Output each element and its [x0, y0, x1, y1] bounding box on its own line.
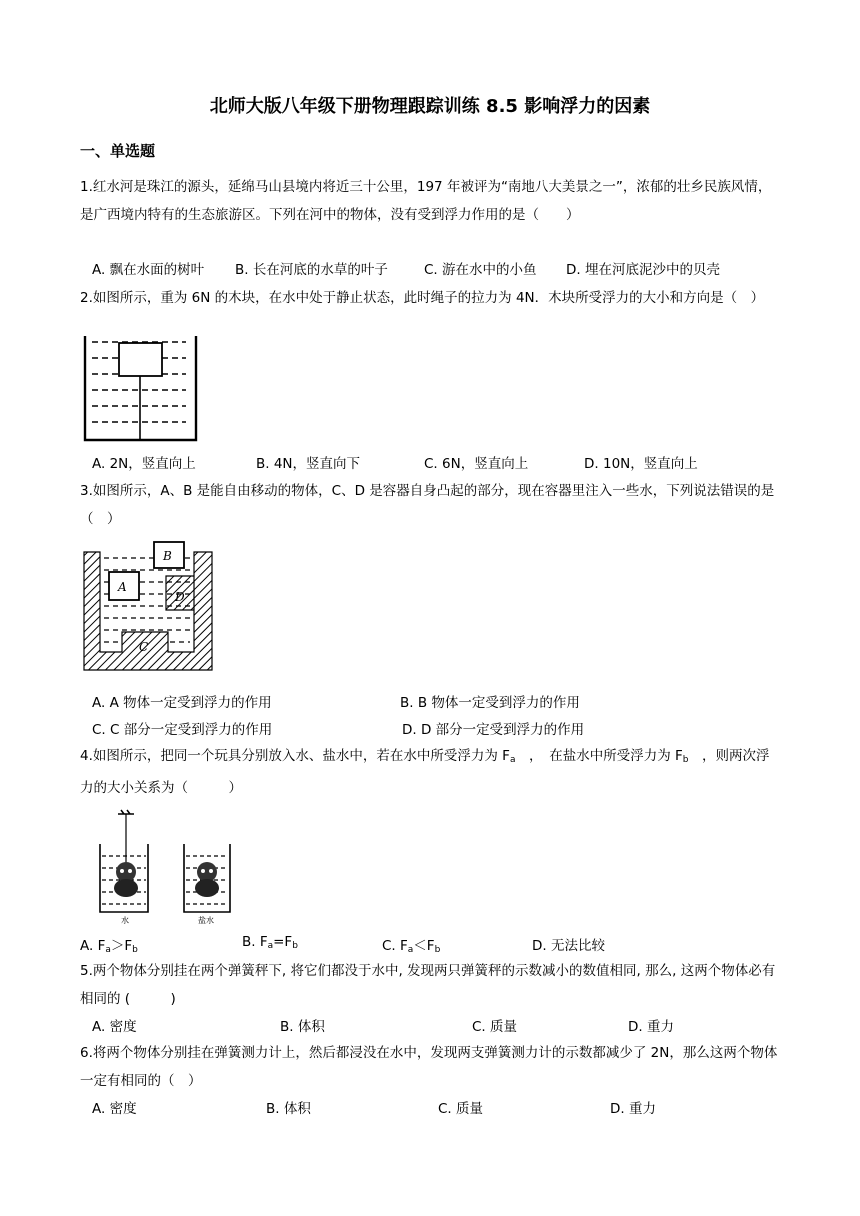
q1-option-b: B. 长在河底的水草的叶子: [235, 262, 388, 278]
q3-label-a: A: [118, 580, 127, 594]
section-heading: 一、单选题: [80, 142, 156, 160]
question-1-text: 1.红水河是珠江的源头，延绵马山县境内将近三十公里，197 年被评为“南地八大美景之一”，浓郁的壮乡民族风情，是广西境内特有的生态旅游区。下列在河中的物体，没有受到浮力作用的是（ ）: [80, 179, 772, 223]
q2-option-c: C. 6N，竖直向上: [424, 456, 529, 472]
q3-label-b: B: [163, 549, 172, 563]
q3-option-a: A. A 物体一定受到浮力的作用: [92, 695, 272, 711]
q1-option-c: C. 游在水中的小鱼: [424, 262, 537, 278]
q4-option-c: C. $F_a<F_b$: [382, 938, 441, 955]
q4-option-b: B. $F_a=F_b$: [242, 934, 298, 951]
q6-option-a: A. 密度: [92, 1101, 137, 1117]
q4-label-saltwater: 盐水: [198, 916, 214, 925]
q3-option-d: D. D 部分一定受到浮力的作用: [402, 722, 585, 738]
question-6-text: 6.将两个物体分别挂在弹簧测力计上，然后都浸没在水中，发现两支弹簧测力计的示数都减少了 2N，那么这两个物体一定有相同的（ ）: [80, 1045, 778, 1089]
q5-option-c: C. 质量: [472, 1019, 518, 1035]
q2-figure-container: [82, 336, 202, 444]
q3-figure-container: [82, 540, 216, 674]
question-3-text: 3.如图所示，A、B 是能自由移动的物体，C、D 是容器自身凸起的部分，现在容器里注入一些水，下列说法错误的是（ ）: [80, 483, 775, 527]
q3-label-d: D: [175, 590, 185, 604]
q6-option-c: C. 质量: [438, 1101, 484, 1117]
q6-option-d: D. 重力: [610, 1101, 656, 1117]
q4-label-water: 水: [121, 916, 129, 925]
q4-option-d: D. 无法比较: [532, 938, 605, 954]
q2-option-a: A. 2N，竖直向上: [92, 456, 196, 472]
question-4-text: 4.如图所示，把同一个玩具分别放入水、盐水中，若在水中所受浮力为 $F_a$ ， 在盐水中所受浮力为 $F_b$ ，则两次浮力的大小关系为（ ）: [80, 748, 770, 796]
page-title: 北师大版八年级下册物理跟踪训练 8.5 影响浮力的因素: [209, 96, 651, 117]
q1-option-d: D. 埋在河底泥沙中的贝壳: [566, 262, 720, 278]
q5-option-d: D. 重力: [628, 1019, 674, 1035]
q6-option-b: B. 体积: [266, 1101, 311, 1117]
q2-option-d: D. 10N，竖直向上: [584, 456, 698, 472]
question-2-text: 2.如图所示，重为 6N 的木块，在水中处于静止状态，此时绳子的拉力为 4N．木块所受浮力的大小和方向是（ ）: [80, 290, 765, 306]
q5-option-a: A. 密度: [92, 1019, 137, 1035]
q5-option-b: B. 体积: [280, 1019, 325, 1035]
q1-option-a: A. 飘在水面的树叶: [92, 262, 205, 278]
q3-label-c: C: [139, 640, 149, 654]
q3-option-c: C. C 部分一定受到浮力的作用: [92, 722, 273, 738]
q3-option-b: B. B 物体一定受到浮力的作用: [400, 695, 580, 711]
q2-option-b: B. 4N，竖直向下: [256, 456, 361, 472]
q4-option-a: A. $F_a>F_b$: [80, 938, 138, 955]
q4-figure-container: [92, 808, 252, 926]
question-5-text: 5.两个物体分别挂在两个弹簧秤下, 将它们都没于水中, 发现两只弹簧秤的示数减小的数值相同, 那么, 这两个物体必有相同的 ( ): [80, 963, 776, 1007]
